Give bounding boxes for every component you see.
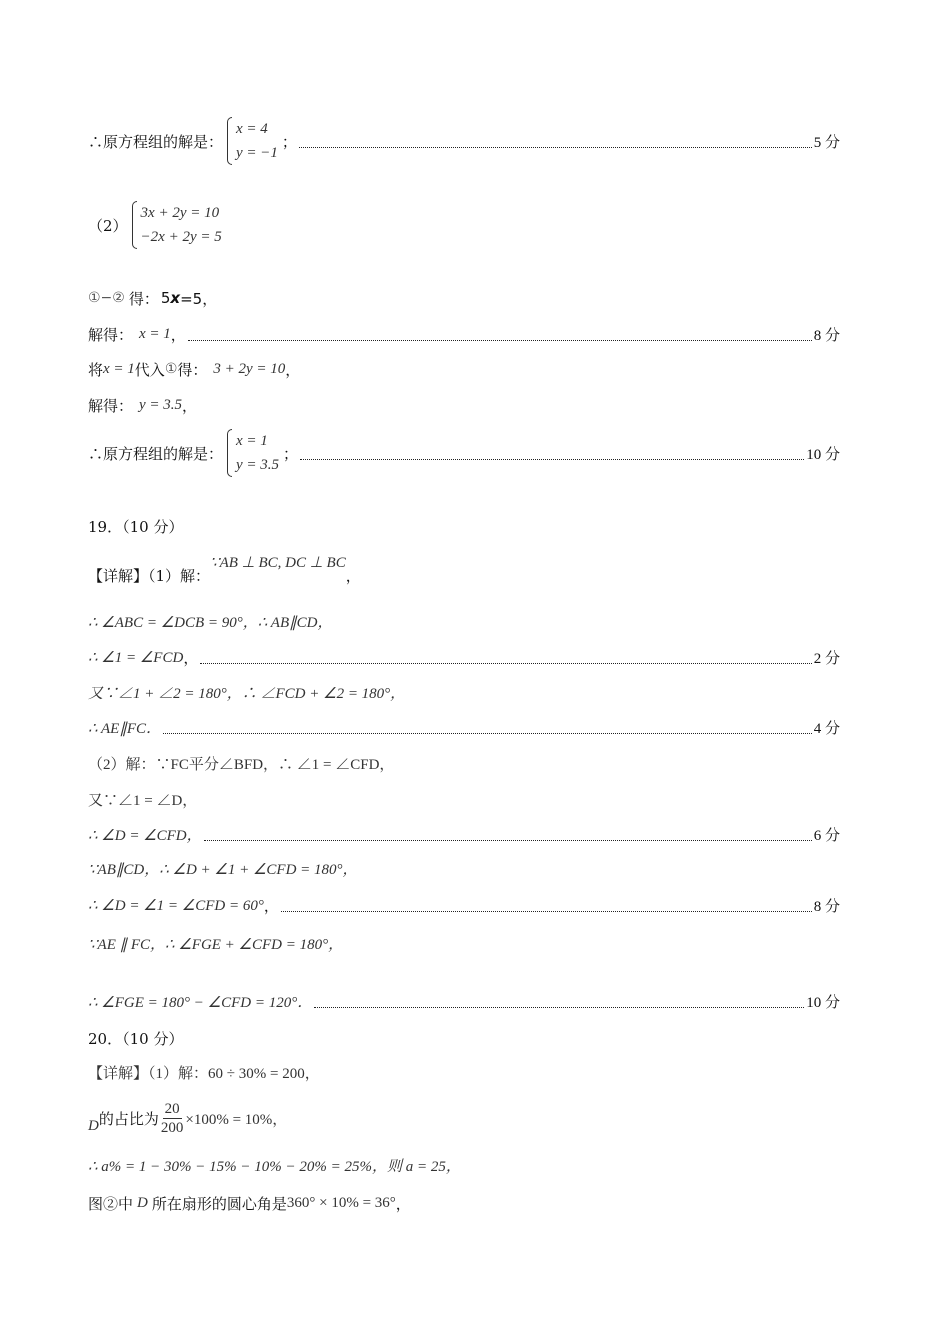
score-label: 8 分	[813, 898, 840, 915]
equation-ref: ①	[164, 361, 178, 377]
equation-row: x = 4	[236, 121, 268, 137]
equation-system	[227, 117, 278, 165]
score-label: 5 分	[813, 134, 840, 151]
equation-row: y = −1	[236, 145, 278, 161]
solution-line-q19-4	[88, 680, 840, 704]
separator: ；	[281, 132, 297, 151]
left-brace	[227, 429, 232, 477]
score-label: 10 分	[806, 446, 840, 463]
fraction	[161, 1100, 184, 1137]
score-label: 4 分	[813, 720, 840, 737]
solution-line-q18-4	[88, 322, 840, 346]
text: 将	[88, 360, 104, 379]
solution-line-q18-2	[88, 200, 840, 250]
math-expression: ∴ a% = 1 − 30% − 15% − 10% − 20% = 25%，则 a = 25，	[88, 1158, 461, 1175]
fraction-numerator: 20	[164, 1100, 180, 1117]
separator: ，	[263, 896, 279, 915]
math-expression: ∴ ∠D = ∠CFD，	[88, 827, 202, 844]
score-label: 6 分	[813, 827, 840, 844]
solution-line-q19-5	[88, 715, 840, 739]
math-var: x	[170, 289, 181, 307]
equation-row: 3x + 2y = 10	[140, 205, 220, 221]
solution-line-q19-6	[88, 751, 840, 775]
dot-leader	[204, 840, 812, 841]
solution-line-q18-7	[88, 428, 840, 478]
solution-line-q20-4	[88, 1191, 840, 1215]
separator: ，	[395, 1194, 411, 1213]
equation-row: x = 1	[236, 433, 268, 449]
text: 的占比为	[98, 1109, 159, 1128]
math-expression: x = 1	[139, 325, 171, 342]
dot-leader	[281, 911, 812, 912]
solution-line-q18-1	[88, 116, 840, 166]
question-title: 19．（10 分）	[88, 517, 184, 536]
math-expression: ∴ ∠FGE = 180° − ∠CFD = 120°．	[88, 994, 313, 1011]
math-num: 5	[160, 289, 171, 307]
dot-leader	[299, 147, 812, 148]
score-label: 10 分	[806, 994, 840, 1011]
separator: ，	[170, 325, 186, 344]
math-text: =5，	[180, 289, 218, 308]
solution-line-q20-2	[88, 1096, 840, 1140]
math-expression: 【详解】（1）解：60 ÷ 30% = 200，	[88, 1065, 320, 1082]
math-expression: ∵AB∥CD，∴ ∠D + ∠1 + ∠CFD = 180°，	[88, 861, 358, 878]
text-prefix: ∴原方程组的解是：	[88, 132, 224, 151]
math-expression: 360° × 10% = 36°	[286, 1194, 396, 1211]
question-header-20	[88, 1026, 840, 1050]
equation-row: −2x + 2y = 5	[140, 229, 222, 245]
math-var: D	[137, 1194, 148, 1211]
text-prefix: 【详解】（1）解：	[88, 567, 211, 585]
math-expression: ∴ AE∥FC．	[88, 720, 162, 737]
math-expression: 3 + 2y = 10	[213, 360, 286, 377]
separator: ，	[182, 396, 198, 415]
math-expression: x = 1	[103, 360, 135, 377]
math-expression: ×100% = 10%，	[185, 1111, 288, 1128]
text: 所在扇形的圆心角是	[151, 1194, 287, 1213]
dot-leader	[314, 1007, 804, 1008]
solution-line-q18-6	[88, 393, 840, 417]
solution-line-q20-1	[88, 1060, 840, 1084]
math-expression: ∴ ∠1 = ∠FCD	[88, 649, 184, 666]
solution-line-q20-3	[88, 1153, 840, 1177]
math-expression: （2）解：∵FC平分∠BFD，∴ ∠1 = ∠CFD，	[88, 756, 395, 773]
separator: ，	[183, 648, 199, 667]
text-prefix: 解得：	[88, 325, 134, 344]
solution-line-q18-3	[88, 286, 840, 310]
dot-leader	[163, 733, 812, 734]
text: 得：	[177, 360, 208, 379]
text: 图②中	[88, 1194, 134, 1213]
left-brace	[227, 117, 232, 165]
equation-system	[132, 201, 222, 249]
fraction-denominator: 200	[160, 1119, 184, 1136]
score-label: 2 分	[813, 650, 840, 667]
left-brace	[132, 201, 137, 249]
math-expression: 又∵∠1 = ∠D，	[88, 792, 198, 809]
question-title: 20．（10 分）	[88, 1029, 184, 1048]
solution-line-q19-9	[88, 856, 840, 880]
text: 得：	[128, 289, 159, 308]
dot-leader	[188, 340, 812, 341]
dot-leader	[200, 663, 811, 664]
dot-leader	[300, 459, 804, 460]
solution-line-q18-5	[88, 357, 840, 381]
math-expression: ∴ ∠D = ∠1 = ∠CFD = 60°	[88, 897, 264, 914]
math-expression: ∵AE ∥ FC，∴ ∠FGE + ∠CFD = 180°，	[88, 936, 344, 953]
solution-line-q19-11	[88, 928, 840, 958]
equation-system	[227, 429, 279, 477]
separator: ；	[283, 444, 299, 463]
math-var: D	[88, 1117, 99, 1134]
text: 代入	[134, 360, 165, 379]
solution-line-q19-7	[88, 787, 840, 811]
solution-line-q19-3	[88, 645, 840, 669]
math-expression: 又∵∠1 + ∠2 = 180°，∴ ∠FCD + ∠2 = 180°，	[88, 685, 406, 702]
solution-line-q19-1	[88, 552, 840, 586]
solution-line-q19-8	[88, 822, 840, 846]
equation-ref: ①−②	[88, 290, 125, 306]
math-expression: ∵AB ⊥ BC, DC ⊥ BC	[210, 555, 346, 571]
math-expression: y = 3.5	[139, 396, 183, 413]
text-prefix: ∴原方程组的解是：	[88, 444, 224, 463]
solution-line-q19-10	[88, 893, 840, 917]
separator: ，	[285, 360, 301, 379]
sub-question-label: （2）	[88, 216, 128, 235]
question-header-19	[88, 514, 840, 538]
math-expression: ∴ ∠ABC = ∠DCB = 90°，∴ AB∥CD，	[88, 614, 333, 631]
text-prefix: 解得：	[88, 396, 134, 415]
equation-row: y = 3.5	[236, 457, 280, 473]
score-label: 8 分	[813, 327, 840, 344]
solution-line-q19-12	[88, 989, 840, 1013]
solution-line-q19-2	[88, 609, 840, 633]
separator: ，	[345, 567, 361, 585]
